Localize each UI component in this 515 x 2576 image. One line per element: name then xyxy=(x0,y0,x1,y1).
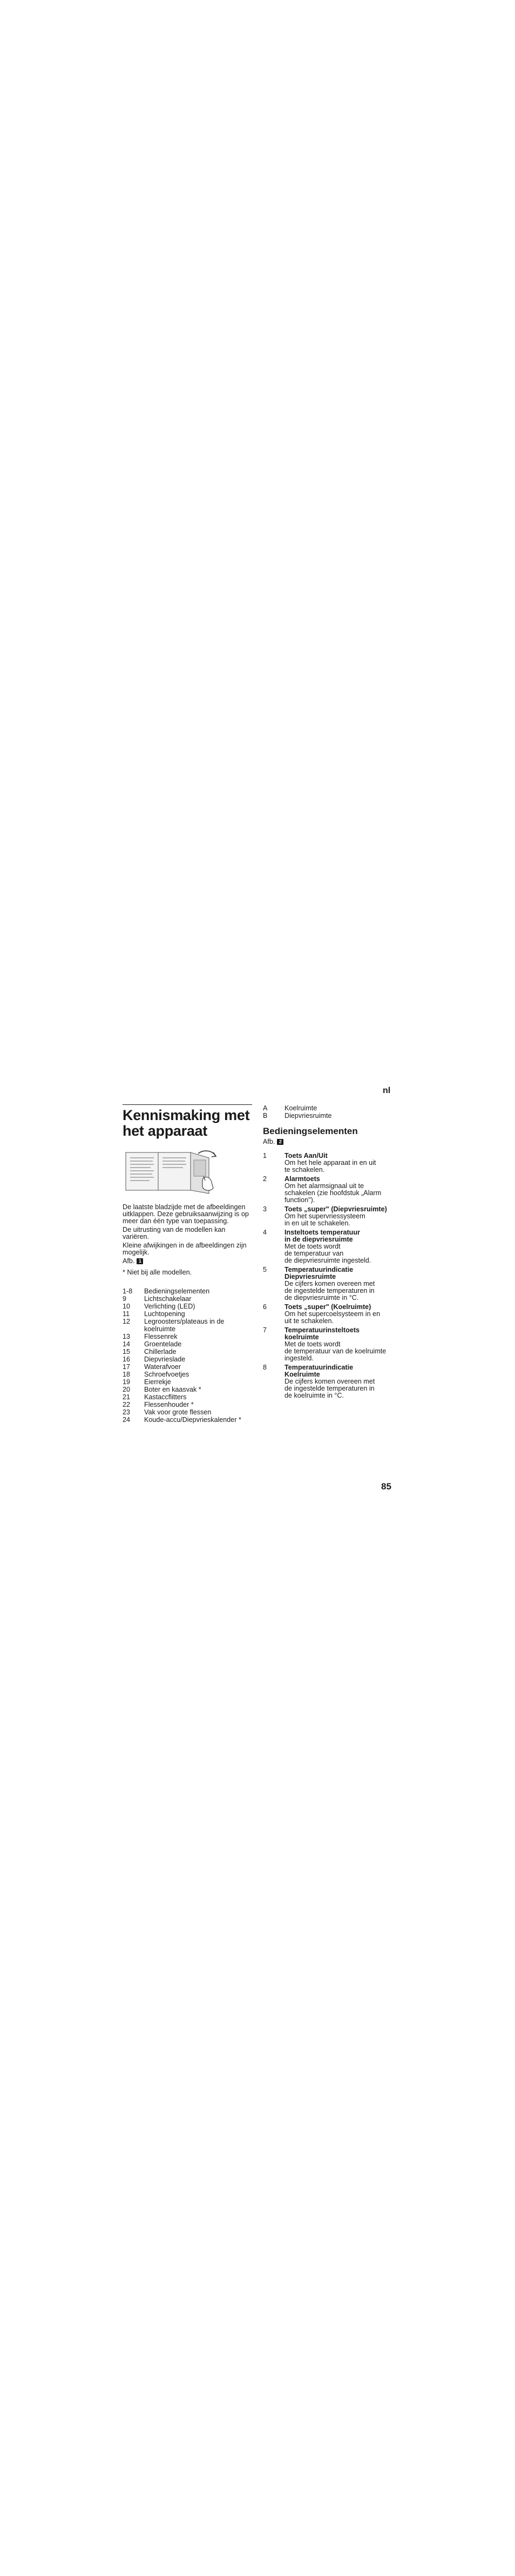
list-item xyxy=(123,1295,252,1303)
list-item xyxy=(123,1393,252,1401)
item-number: 22 xyxy=(123,1401,131,1408)
list-item xyxy=(123,1340,252,1348)
control-number: 1 xyxy=(263,1152,267,1159)
item-number: 16 xyxy=(123,1356,131,1363)
list-item xyxy=(123,1318,252,1333)
intro-text: De laatste bladzijde met de afbeeldingen uitklappen. Deze gebruiksaanwijzing is op meer dan één type van toepassing. xyxy=(123,1203,249,1225)
item-text: Vak voor grote flessen xyxy=(144,1408,212,1416)
figure-number-badge: 2 xyxy=(277,1139,283,1145)
control-number: 8 xyxy=(263,1364,267,1371)
figure-reference xyxy=(263,1138,392,1145)
control-title: Alarmtoets xyxy=(284,1175,320,1183)
component-list xyxy=(123,1287,252,1424)
left-column xyxy=(123,1104,252,1424)
control-description: De cijfers komen overeen met de ingestelde temperaturen in de diepvriesruimte in °C. xyxy=(284,1280,375,1302)
item-number: 15 xyxy=(123,1348,131,1356)
control-description: De cijfers komen overeen met de ingestelde temperaturen in de koelruimte in °C. xyxy=(284,1378,375,1399)
list-item xyxy=(263,1112,392,1120)
item-number: 24 xyxy=(123,1416,131,1424)
controls-list xyxy=(263,1152,392,1399)
control-description: Om het supervriessysteem in en uit te schakelen. xyxy=(284,1212,365,1227)
control-item xyxy=(263,1152,392,1174)
item-number: 20 xyxy=(123,1386,131,1393)
intro-text: De uitrusting van de modellen kan variëren. xyxy=(123,1226,226,1240)
item-text: Flessenrek xyxy=(144,1333,178,1340)
right-column xyxy=(263,1104,392,1401)
control-number: 6 xyxy=(263,1303,267,1311)
control-item xyxy=(263,1206,392,1227)
figure-number-badge: 1 xyxy=(137,1258,143,1264)
list-item xyxy=(123,1356,252,1363)
figure-label: Afb. xyxy=(263,1138,275,1145)
list-item xyxy=(123,1303,252,1310)
control-title: Temperatuurindicatie Koelruimte xyxy=(284,1364,354,1378)
item-number: 11 xyxy=(123,1310,130,1318)
control-description: Om het alarmsignaal uit te schakelen (zie hoofdstuk „Alarm function"). xyxy=(284,1182,382,1204)
page-number: 85 xyxy=(381,1481,391,1492)
item-text: Waterafvoer xyxy=(144,1363,181,1371)
item-text: Groentelade xyxy=(144,1340,182,1348)
item-text: Koude-accu/Diepvrieskalender * xyxy=(144,1416,241,1424)
control-title: Toets „super" (Koelruimte) xyxy=(284,1303,371,1311)
item-number: 18 xyxy=(123,1371,131,1378)
control-title: Toets „super" (Diepvriesruimte) xyxy=(284,1205,387,1213)
intro-text: Kleine afwijkingen in de afbeeldingen zijn mogelijk. xyxy=(123,1242,247,1256)
list-item xyxy=(123,1310,252,1318)
list-item xyxy=(123,1408,252,1416)
control-item xyxy=(263,1364,392,1399)
control-item xyxy=(263,1176,392,1204)
item-text: Diepvrieslade xyxy=(144,1356,186,1363)
figure-label: Afb. xyxy=(123,1257,135,1265)
item-text: Eierrekje xyxy=(144,1378,171,1386)
item-number: 10 xyxy=(123,1303,131,1310)
item-number: 21 xyxy=(123,1393,131,1401)
control-title: Insteltoets temperatuur in de diepvriesruimte xyxy=(284,1229,360,1243)
item-text: Verlichting (LED) xyxy=(144,1303,195,1310)
section-heading: Bedieningselementen xyxy=(263,1126,358,1136)
control-item xyxy=(263,1304,392,1325)
footnote: * Niet bij alle modellen. xyxy=(123,1269,192,1276)
item-letter: B xyxy=(263,1112,268,1120)
item-number: 19 xyxy=(123,1378,131,1386)
intro-paragraph xyxy=(123,1204,252,1256)
control-number: 2 xyxy=(263,1175,267,1183)
item-letter: A xyxy=(263,1104,268,1112)
item-number: 13 xyxy=(123,1333,131,1340)
control-number: 3 xyxy=(263,1205,267,1213)
item-text: Schroefvoetjes xyxy=(144,1371,189,1378)
section-rule xyxy=(123,1104,252,1105)
control-description: Om het hele apparaat in en uit te schakelen. xyxy=(284,1159,376,1174)
figure-reference xyxy=(123,1258,252,1265)
control-item xyxy=(263,1327,392,1362)
item-text: Kastaccflitters xyxy=(144,1393,187,1401)
item-text: Chillerlade xyxy=(144,1348,177,1356)
list-item xyxy=(123,1401,252,1408)
control-title: Temperatuurinsteltoets koelruimte xyxy=(284,1326,360,1341)
list-item xyxy=(123,1363,252,1371)
item-text: Diepvriesruimte xyxy=(284,1112,332,1120)
item-text: Flessenhouder * xyxy=(144,1401,194,1408)
item-number: 9 xyxy=(123,1295,127,1303)
compartment-list xyxy=(263,1104,392,1120)
control-title: Toets Aan/Uit xyxy=(284,1152,328,1159)
list-item xyxy=(123,1371,252,1378)
list-item xyxy=(123,1386,252,1393)
control-description: Om het supercoelsysteem in en uit te schakelen. xyxy=(284,1310,381,1325)
item-number: 23 xyxy=(123,1408,131,1416)
item-text: Koelruimte xyxy=(284,1104,317,1112)
control-number: 5 xyxy=(263,1266,267,1273)
page-title: Kennismaking met het apparaat xyxy=(123,1107,250,1139)
control-item xyxy=(263,1266,392,1302)
control-item xyxy=(263,1229,392,1264)
list-item xyxy=(123,1416,252,1424)
fold-out-page-illustration xyxy=(123,1148,220,1194)
item-number: 17 xyxy=(123,1363,131,1371)
list-item xyxy=(123,1378,252,1386)
list-item xyxy=(263,1104,392,1112)
item-text: Bedieningselementen xyxy=(144,1287,210,1295)
control-number: 7 xyxy=(263,1326,267,1334)
item-text: Legroosters/plateaus in de koelruimte xyxy=(144,1318,225,1333)
list-item xyxy=(123,1348,252,1356)
control-number: 4 xyxy=(263,1229,267,1236)
item-text: Boter en kaasvak * xyxy=(144,1386,201,1393)
language-marker: nl xyxy=(383,1086,391,1095)
list-item xyxy=(123,1287,252,1295)
list-item xyxy=(123,1333,252,1340)
item-text: Lichtschakelaar xyxy=(144,1295,192,1303)
item-number: 14 xyxy=(123,1340,131,1348)
item-number: 12 xyxy=(123,1318,131,1325)
control-title: Temperatuurindicatie Diepvriesruimte xyxy=(284,1266,354,1280)
item-text: Luchtopening xyxy=(144,1310,185,1318)
control-description: Met de toets wordt de temperatuur van de diepvriesruimte ingesteld. xyxy=(284,1243,371,1264)
control-description: Met de toets wordt de temperatuur van de koelruimte ingesteld. xyxy=(284,1340,387,1362)
item-number: 1-8 xyxy=(123,1287,133,1295)
